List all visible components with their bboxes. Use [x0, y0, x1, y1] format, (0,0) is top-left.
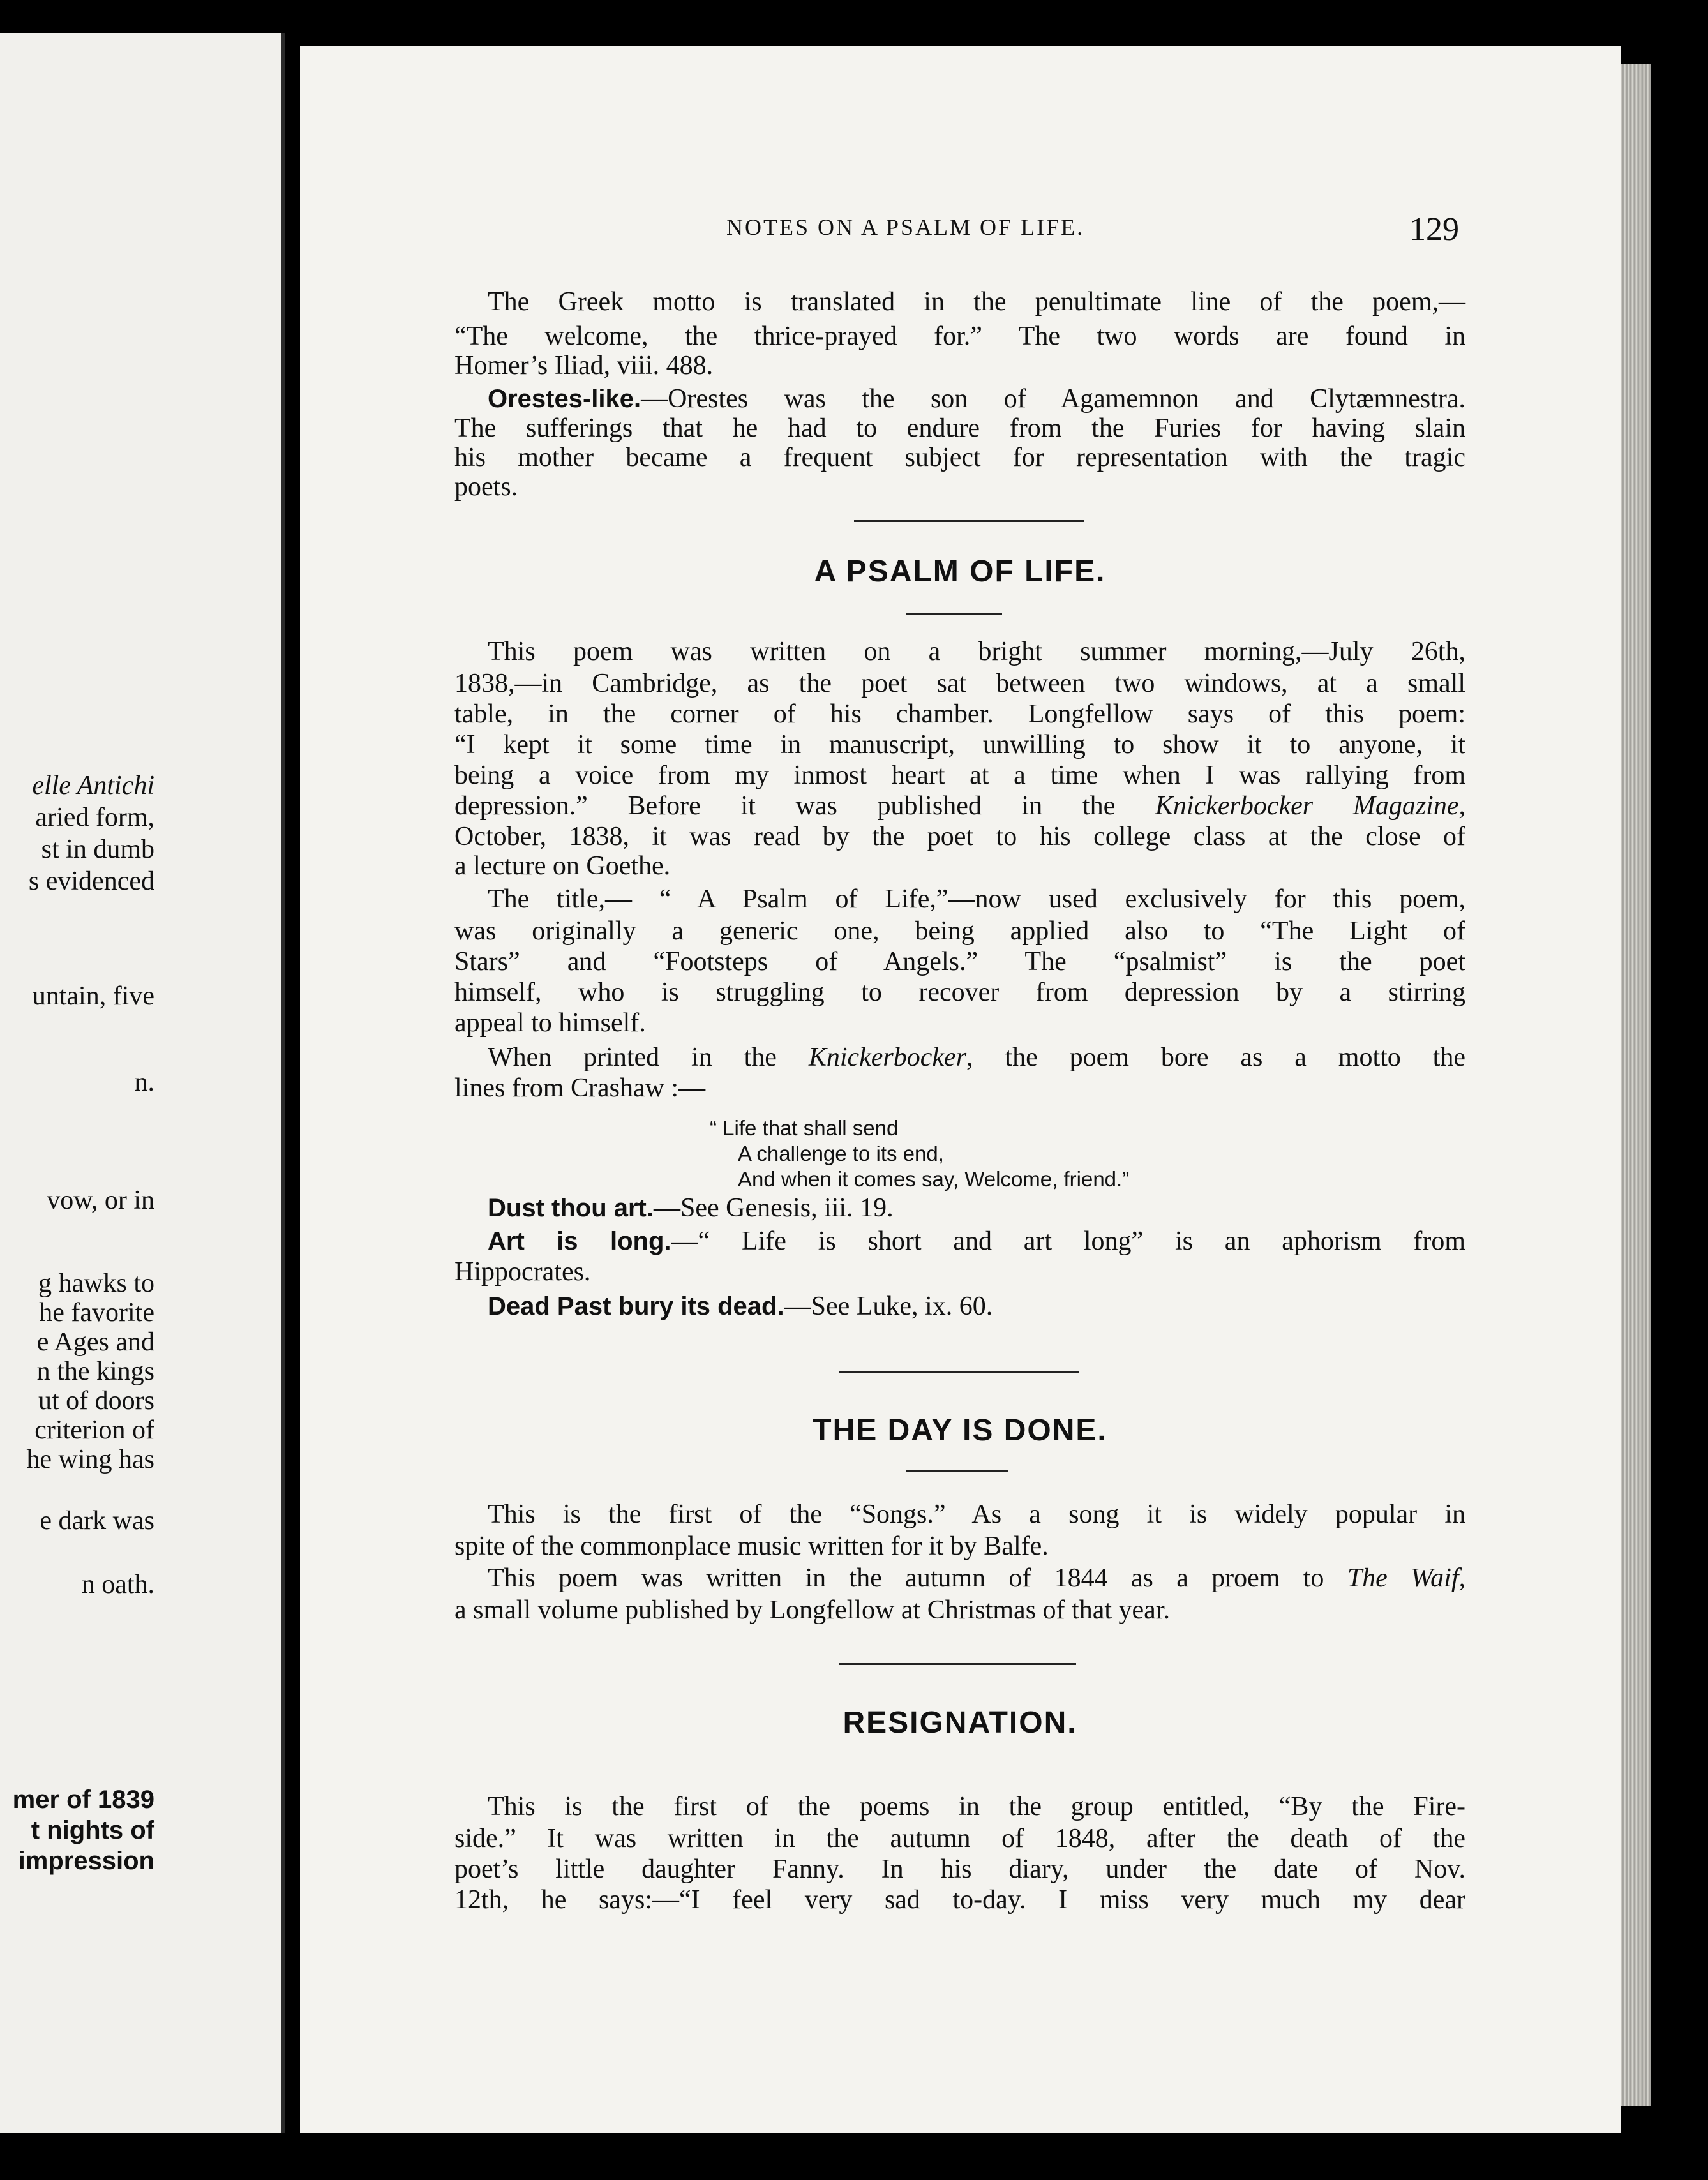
text-line: [454, 1565, 1465, 1592]
term-art-is-long: Art is long.: [488, 1227, 671, 1255]
left-page-line: g hawks to: [38, 1269, 154, 1298]
left-page-line: mer of 1839: [12, 1786, 154, 1814]
text-span: depression.” Before it was published in the: [454, 791, 1155, 821]
text-line: 1838,—in Cambridge, as the poet sat between two windows, at a small: [454, 669, 1465, 698]
motto-line: And when it comes say, Welcome, friend.”: [738, 1167, 1130, 1191]
left-page-line: e Ages and: [36, 1327, 154, 1357]
section-heading-psalm-of-life: A PSALM OF LIFE.: [814, 555, 1106, 588]
text-line: Homer’s Iliad, viii. 488.: [454, 351, 714, 380]
text-line: This is the first of the poems in the group entitled, “By the Fire-: [488, 1792, 1465, 1821]
text-line: spite of the commonplace music written for it by Balfe.: [454, 1532, 1049, 1561]
left-page-line: n.: [134, 1068, 154, 1097]
left-page-line: he favorite: [39, 1298, 154, 1327]
text-span: —“ Life is short and art long” is an aphorism from: [671, 1227, 1465, 1256]
text-line: [454, 1293, 1465, 1320]
heading-underline: [906, 1470, 1008, 1472]
text-line: appeal to himself.: [454, 1008, 646, 1038]
text-span: This poem was written in the autumn of 1844 as a proem to: [488, 1564, 1347, 1593]
text-line: “The welcome, the thrice-prayed for.” The two words are found in: [454, 322, 1465, 351]
running-title: NOTES ON A PSALM OF LIFE.: [726, 214, 1085, 240]
left-page-line: e dark was: [40, 1506, 154, 1535]
term-dead-past: Dead Past bury its dead.: [488, 1292, 784, 1320]
text-line: [454, 1228, 1465, 1255]
text-span: —Orestes was the son of Agamemnon and Clytæmnestra.: [641, 384, 1465, 414]
term-orestes-like: Orestes-like.: [488, 385, 641, 413]
text-line: himself, who is struggling to recover from depression by a stirring: [454, 978, 1465, 1007]
left-page-line: criterion of: [34, 1415, 154, 1445]
text-line: The Greek motto is translated in the penultimate line of the poem,—: [488, 287, 1465, 317]
motto-verse: [710, 1116, 1129, 1192]
text-line: [454, 1195, 1465, 1221]
section-divider: [839, 1663, 1076, 1665]
text-line: [454, 1044, 1465, 1071]
section-heading-day-is-done: THE DAY IS DONE.: [813, 1414, 1107, 1447]
left-page-line: st in dumb: [41, 835, 154, 864]
left-page-line: elle Antichi: [32, 771, 154, 800]
text-line: The sufferings that he had to endure from the Furies for having slain: [454, 414, 1465, 443]
text-line: 12th, he says:—“I feel very sad to-day. I miss very much my dear: [454, 1885, 1465, 1915]
left-page-line: t nights of: [31, 1816, 154, 1844]
text-line: [454, 793, 1465, 819]
text-line: “I kept it some time in manuscript, unwilling to show it to anyone, it: [454, 730, 1465, 759]
text-line: a lecture on Goethe.: [454, 851, 671, 881]
text-line: poet’s little daughter Fanny. In his diary, under the date of Nov.: [454, 1855, 1465, 1884]
text-span: —See Genesis, iii. 19.: [653, 1193, 894, 1223]
left-page-line: n oath.: [81, 1570, 154, 1599]
text-span: , the poem bore as a motto the: [966, 1043, 1465, 1072]
left-page-line: he wing has: [26, 1445, 154, 1474]
section-divider: [839, 1371, 1079, 1373]
page-edge: [1621, 64, 1651, 2106]
text-line: Hippocrates.: [454, 1257, 591, 1287]
text-line: The title,— “ A Psalm of Life,”—now used exclusively for this poem,: [488, 885, 1465, 914]
left-page-line: untain, five: [32, 982, 154, 1011]
left-page-line: aried form,: [35, 803, 154, 832]
text-line: table, in the corner of his chamber. Longfellow says of this poem:: [454, 699, 1465, 729]
left-page-line: n the kings: [36, 1357, 154, 1386]
magazine-title: Knickerbocker: [808, 1043, 967, 1072]
text-line: side.” It was written in the autumn of 1848, after the death of the: [454, 1824, 1465, 1853]
text-line: lines from Crashaw :—: [454, 1073, 706, 1103]
text-line: This poem was written on a bright summer morning,—July 26th,: [488, 637, 1465, 666]
text-span: —See Luke, ix. 60.: [784, 1292, 993, 1321]
section-heading-resignation: RESIGNATION.: [843, 1706, 1077, 1740]
section-divider: [854, 520, 1084, 522]
magazine-title: Knickerbocker Magazine,: [1155, 791, 1465, 821]
page-number: 129: [1409, 211, 1459, 248]
left-page-line: ut of doors: [38, 1386, 154, 1415]
motto-line: “ Life that shall send: [710, 1116, 899, 1140]
text-line: [454, 385, 1465, 412]
left-page-line: impression: [18, 1847, 154, 1875]
text-line: being a voice from my inmost heart at a time when I was rallying from: [454, 761, 1465, 790]
text-line: This is the first of the “Songs.” As a song it is widely popular in: [488, 1500, 1465, 1529]
text-line: his mother became a frequent subject for representation with the tragic: [454, 443, 1465, 472]
text-span: When printed in the: [488, 1043, 809, 1072]
book-title: The Waif,: [1347, 1564, 1466, 1593]
text-line: October, 1838, it was read by the poet to his college class at the close of: [454, 822, 1465, 851]
left-page-line: s evidenced: [28, 867, 154, 896]
left-facing-page: [0, 33, 285, 2133]
text-line: Stars” and “Footsteps of Angels.” The “psalmist” is the poet: [454, 947, 1465, 976]
term-dust-thou-art: Dust thou art.: [488, 1194, 654, 1222]
left-page-line: vow, or in: [47, 1186, 154, 1215]
text-line: was originally a generic one, being applied also to “The Light of: [454, 916, 1465, 946]
text-line: a small volume published by Longfellow at Christmas of that year.: [454, 1595, 1170, 1625]
motto-line: A challenge to its end,: [738, 1142, 944, 1165]
text-line: poets.: [454, 472, 518, 502]
heading-underline: [906, 613, 1002, 615]
